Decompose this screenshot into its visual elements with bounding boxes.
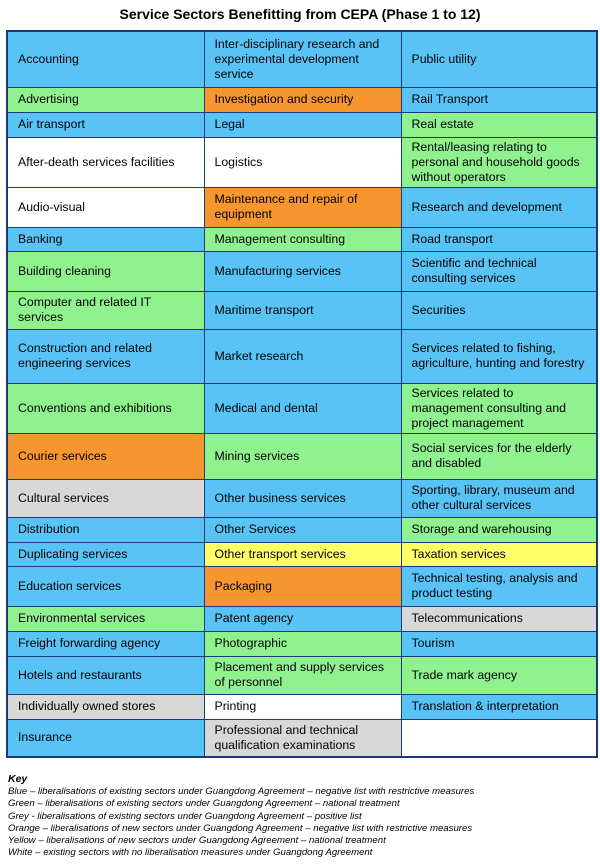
sector-cell: Storage and warehousing: [401, 517, 597, 542]
sector-cell: Rail Transport: [401, 87, 597, 112]
page-title: Service Sectors Benefitting from CEPA (Phase 1 to 12): [119, 6, 481, 22]
table-row: [7, 479, 597, 517]
table-row: [7, 112, 597, 137]
sector-cell: After-death services facilities: [7, 137, 204, 187]
sector-cell: Social services for the elderly and disabled: [401, 433, 597, 479]
sector-cell: Insurance: [7, 719, 204, 757]
table-row: [7, 719, 597, 757]
table-row: [7, 227, 597, 251]
sector-cell: Services related to management consulting and project management: [401, 383, 597, 433]
sector-cell: Other Services: [204, 517, 401, 542]
key-line-yellow: Yellow – liberalisations of new sectors under Guangdong Agreement – national treatment: [8, 835, 386, 847]
sector-cell: Trade mark agency: [401, 656, 597, 694]
sector-cell: Legal: [204, 112, 401, 137]
sectors-table: [6, 30, 598, 758]
sector-cell: Sporting, library, museum and other cultural services: [401, 479, 597, 517]
sector-cell: Distribution: [7, 517, 204, 542]
sector-cell: Placement and supply services of personnel: [204, 656, 401, 694]
sector-cell: Medical and dental: [204, 383, 401, 433]
sector-cell: Scientific and technical consulting services: [401, 251, 597, 291]
table-row: [7, 566, 597, 606]
sector-cell: Market research: [204, 329, 401, 383]
sector-cell: [401, 719, 597, 757]
sector-cell: Photographic: [204, 631, 401, 656]
sector-cell: Cultural services: [7, 479, 204, 517]
sector-cell: Environmental services: [7, 606, 204, 631]
table-row: [7, 383, 597, 433]
table-row: [7, 631, 597, 656]
sector-cell: Logistics: [204, 137, 401, 187]
sector-cell: Research and development: [401, 187, 597, 227]
table-row: [7, 542, 597, 566]
table-row: [7, 137, 597, 187]
sector-cell: Air transport: [7, 112, 204, 137]
sector-cell: Real estate: [401, 112, 597, 137]
sector-cell: Accounting: [7, 31, 204, 87]
sector-cell: Individually owned stores: [7, 694, 204, 719]
table-row: [7, 31, 597, 87]
sector-cell: Education services: [7, 566, 204, 606]
sector-cell: Freight forwarding agency: [7, 631, 204, 656]
sector-cell: Telecommunications: [401, 606, 597, 631]
sector-cell: Banking: [7, 227, 204, 251]
sector-cell: Road transport: [401, 227, 597, 251]
sector-cell: Maintenance and repair of equipment: [204, 187, 401, 227]
sector-cell: Patent agency: [204, 606, 401, 631]
sector-cell: Manufacturing services: [204, 251, 401, 291]
table-row: [7, 694, 597, 719]
sector-cell: Maritime transport: [204, 291, 401, 329]
table-row: [7, 329, 597, 383]
key-line-blue: Blue – liberalisations of existing sectors under Guangdong Agreement – negative list with restrictive measures: [8, 786, 475, 797]
sector-cell: Other business services: [204, 479, 401, 517]
sector-cell: Investigation and security: [204, 87, 401, 112]
color-key: [8, 773, 593, 860]
sector-cell: Courier services: [7, 433, 204, 479]
key-line-green: Green – liberalisations of existing sectors under Guangdong Agreement – national treatment: [8, 798, 400, 810]
sector-cell: Securities: [401, 291, 597, 329]
sector-cell: Other transport services: [204, 542, 401, 566]
sector-cell: Professional and technical qualification examinations: [204, 719, 401, 757]
table-row: [7, 87, 597, 112]
table-row: [7, 606, 597, 631]
sector-cell: Conventions and exhibitions: [7, 383, 204, 433]
sector-cell: Advertising: [7, 87, 204, 112]
sector-cell: Rental/leasing relating to personal and household goods without operators: [401, 137, 597, 187]
sector-cell: Audio-visual: [7, 187, 204, 227]
sector-cell: Building cleaning: [7, 251, 204, 291]
sector-cell: Duplicating services: [7, 542, 204, 566]
table-row: [7, 517, 597, 542]
table-row: [7, 291, 597, 329]
sector-cell: Services related to fishing, agriculture, hunting and forestry: [401, 329, 597, 383]
sector-cell: Computer and related IT services: [7, 291, 204, 329]
sector-cell: Packaging: [204, 566, 401, 606]
table-row: [7, 433, 597, 479]
key-line-grey: Grey - liberalisations of existing sectors under Guangdong Agreement – positive list: [8, 810, 362, 822]
key-line-white: White – existing sectors with no liberalisation measures under Guangdong Agreement: [8, 847, 373, 859]
sectors-table-body: [7, 31, 597, 757]
sector-cell: Technical testing, analysis and product testing: [401, 566, 597, 606]
sector-cell: Mining services: [204, 433, 401, 479]
sector-cell: Translation & interpretation: [401, 694, 597, 719]
sector-cell: Printing: [204, 694, 401, 719]
sector-cell: Public utility: [401, 31, 597, 87]
sector-cell: Construction and related engineering services: [7, 329, 204, 383]
table-row: [7, 251, 597, 291]
sector-cell: Tourism: [401, 631, 597, 656]
table-row: [7, 187, 597, 227]
sector-cell: Inter-disciplinary research and experimental development service: [204, 31, 401, 87]
key-title: Key: [8, 773, 28, 785]
sector-cell: Management consulting: [204, 227, 401, 251]
sector-cell: Hotels and restaurants: [7, 656, 204, 694]
sector-cell: Taxation services: [401, 542, 597, 566]
key-line-orange: Orange – liberalisations of new sectors under Guangdong Agreement – negative list with restrictive measures: [8, 822, 473, 834]
table-row: [7, 656, 597, 694]
